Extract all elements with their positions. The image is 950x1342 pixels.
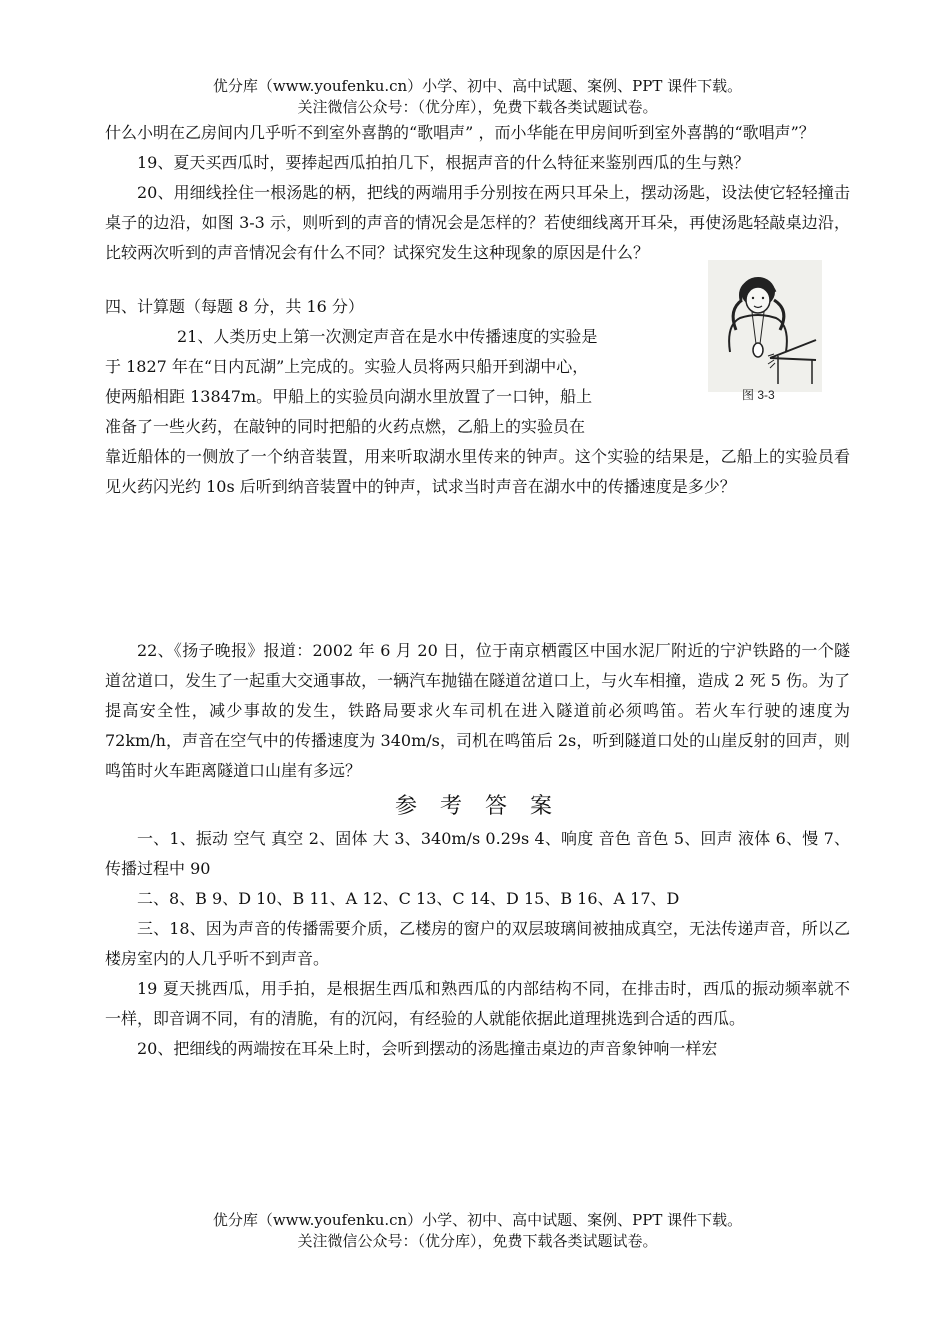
question-22: 22、《扬子晚报》报道：2002 年 6 月 20 日，位于南京栖霞区中国水泥厂附近的宁沪铁路的一个隧道岔道口，发生了一起重大交通事故，一辆汽车抛锚在隧道岔道口上，与火车相撞，造成 2 死 5 伤。为了提高安全性，减少事故的发生，铁路局要求火车司机在进入隧道前必须鸣笛。若火车行驶的速度为 72km/h，声音在空气中的传播速度为 340m/s，司机在鸣笛后 2s，听到隧道口处的山崖反射的回声，则鸣笛时火车距离隧道口山崖有多远？ (105, 641, 850, 780)
section-calculation (105, 292, 850, 502)
question-21-line-2: 于 1827 年在“日内瓦湖”上完成的。实验人员将两只船开到湖中心， (105, 357, 589, 376)
figure-3-3 (708, 260, 822, 402)
answers-part-1: 一、1、振动 空气 真空 2、固体 大 3、340m/s 0.29s 4、响度 音色 音色 5、回声 液体 6、慢 7、传播过程中 90 (105, 829, 850, 878)
page-header (105, 76, 850, 118)
answers-part-2: 二、8、B 9、D 10、B 11、A 12、C 13、C 14、D 15、B 16、A 17、D (137, 889, 680, 908)
question-19: 19、夏天买西瓜时，要捧起西瓜拍拍几下，根据声音的什么特征来鉴别西瓜的生与熟？ (137, 153, 750, 172)
footer-line-2: 关注微信公众号：（优分库），免费下载各类试题试卷。 (297, 1232, 658, 1250)
answers-title: 参 考 答 案 (395, 794, 560, 819)
page-footer (105, 1210, 850, 1252)
question-20: 20、用细线拴住一根汤匙的柄，把线的两端用手分别按在两只耳朵上，摆动汤匙，设法使它轻轻撞击桌子的边沿，如图 3-3 示，则听到的声音的情况会是怎样的？若使细线离开耳朵，再使汤匙轻敲桌边沿，比较两次听到的声音情况会有什么不同？试探究发生这种现象的原因是什么？ (105, 183, 850, 262)
answers-part-3: 三、18、因为声音的传播需要介质，乙楼房的窗户的双层玻璃间被抽成真空，无法传递声音，所以乙楼房室内的人几乎听不到声音。 (105, 919, 850, 968)
header-line-2: 关注微信公众号：（优分库），免费下载各类试题试卷。 (297, 98, 658, 116)
question-18-continued: 什么小明在乙房间内几乎听不到室外喜鹊的“歌唱声” ，而小华能在甲房间听到室外喜鹊的“歌唱声”？ (105, 123, 815, 142)
footer-line-1: 优分库（www.youfenku.cn）小学、初中、高中试题、案例、PPT 课件下载。 (212, 1211, 743, 1229)
section-4-title: 四、计算题（每题 8 分，共 16 分） (105, 297, 364, 316)
question-21-line-4: 准备了一些火药，在敲钟的同时把船的火药点燃，乙船上的实验员在 (105, 417, 586, 436)
answer-space (105, 502, 850, 636)
figure-caption: 图 3-3 (742, 388, 775, 402)
question-21-line-1: 21、人类历史上第一次测定声音在是水中传播速度的实验是 (177, 327, 598, 346)
question-21-line-3: 使两船相距 13847m。甲船上的实验员向湖水里放置了一口钟，船上 (105, 387, 593, 406)
answer-19: 19 夏天挑西瓜，用手拍，是根据生西瓜和熟西瓜的内部结构不同，在排击时，西瓜的振动频率就不一样，即音调不同，有的清脆，有的沉闷，有经验的人就能依据此道理挑选到合适的西瓜。 (105, 979, 850, 1028)
document-page (105, 0, 850, 1064)
question-21-rest: 靠近船体的一侧放了一个纳音装置，用来听取湖水里传来的钟声。这个实验的结果是，乙船上的实验员看见火药闪光约 10s 后听到纳音装置中的钟声，试求当时声音在湖水中的传播速度是多少？ (105, 447, 850, 496)
figure-illustration (708, 260, 822, 392)
answer-20: 20、把细线的两端按在耳朵上时，会听到摆动的汤匙撞击桌边的声音象钟响一样宏 (137, 1039, 718, 1058)
header-line-1: 优分库（www.youfenku.cn）小学、初中、高中试题、案例、PPT 课件下载。 (212, 77, 743, 95)
question-21-wrapped (105, 322, 695, 442)
